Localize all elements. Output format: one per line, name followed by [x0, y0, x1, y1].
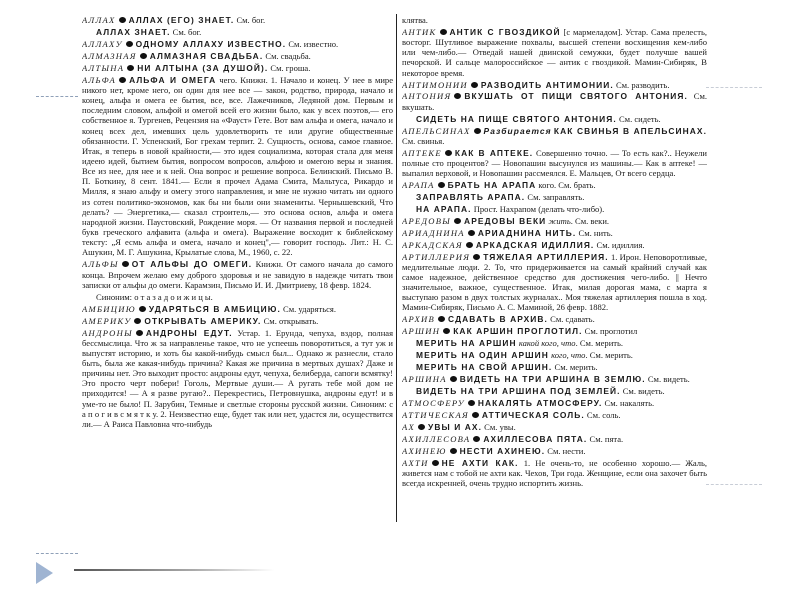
entry-grammar: жить: [548, 215, 571, 226]
dictionary-entry: [402, 374, 707, 384]
dictionary-entry: [402, 252, 707, 313]
entry-phrase: МЕРИТЬ НА ОДИН АРШИН: [416, 350, 549, 361]
entry-phrase: АЛЛАХ (ЕГО) ЗНАЕТ.: [128, 15, 235, 25]
entry-text: См. нить.: [576, 227, 613, 238]
entry-text: См. сидеть.: [616, 113, 661, 124]
entry-phrase: АНДРОНЫ ЕДУТ.: [145, 327, 233, 338]
bullet-dot-icon: [445, 150, 452, 156]
bullet-dot-icon: [119, 77, 126, 83]
dictionary-column-right: [402, 15, 707, 490]
entry-phrase: НЕ АХТИ КАК.: [441, 457, 519, 468]
entry-headword: АРИАДНИНА: [402, 227, 465, 238]
dictionary-entry: [402, 114, 707, 124]
dictionary-entry: [402, 240, 707, 250]
entry-headword: АЛЛАХ: [82, 15, 116, 25]
entry-phrase: СИДЕТЬ НА ПИЩЕ СВЯТОГО АНТОНИЯ.: [416, 113, 617, 124]
margin-dash-mark: [36, 553, 78, 555]
entry-text: См. соль.: [584, 410, 621, 420]
entry-grammar: какой кого, что: [518, 338, 576, 349]
entry-phrase: УДАРЯТЬСЯ В АМБИЦИЮ.: [148, 303, 281, 314]
dictionary-entry: [402, 15, 707, 25]
entry-phrase: СДАВАТЬ В АРХИВ.: [448, 314, 548, 325]
bullet-dot-icon: [140, 53, 147, 59]
entry-text: См. видеть.: [620, 386, 665, 397]
dictionary-entry: [82, 292, 393, 302]
dictionary-entry: [402, 410, 707, 420]
dictionary-entry: [402, 434, 707, 444]
bullet-dot-icon: [472, 412, 479, 418]
dictionary-entry: [402, 398, 707, 408]
entry-text: См. идиллия.: [594, 239, 645, 250]
dictionary-entry: [82, 75, 393, 258]
bullet-dot-icon: [438, 316, 445, 322]
entry-headword: АЛТЫНА: [82, 62, 125, 73]
bullet-dot-icon: [473, 436, 480, 442]
entry-text: Прост. Нахрапом (делать что-либо).: [471, 203, 605, 214]
entry-phrase: КАК АРШИН ПРОГЛОТИЛ.: [453, 326, 583, 337]
entry-headword: АРАПА: [402, 179, 435, 190]
entry-prefix: Разбирается: [483, 125, 552, 136]
bullet-dot-icon: [450, 448, 457, 454]
dictionary-entry: [402, 228, 707, 238]
entry-phrase: КАК СВИНЬЯ В АПЕЛЬСИНАХ.: [553, 125, 707, 136]
entry-text: . См. мерить.: [575, 338, 624, 349]
dictionary-entry: [82, 15, 393, 25]
dictionary-entry: [402, 422, 707, 432]
entry-headword: АПЕЛЬСИНАХ: [402, 125, 471, 136]
dictionary-entry: [402, 458, 707, 488]
entry-text: чего. Книжн. 1. Начало и конец. У нее в мире никого нет, кроме него, он один для нее все — закон, родство, природа, начало и конец, альфа и омега ее бытия, все, все. Лажечников, Ледяной дом. Первым и последним словом, альфой и омегой всей его жизни было, как у всех поэтов,— его собственное я. Тургенев, Рецензия на «Фауст» Гете. Вот вам альфа и омега, начало и конец всех дел, имевших цель удовлетворить те или другие общественные обязанности. Г. Успенский, Бог грехам терпит. 2. Сущность, основа, самое главное. Итак, я теперь в новой крайности,— это идея социализма, которая стала для меня идеею идей, бытием бытия, вопросом вопросов, альфою и омегою веры и знания. Все из нее, для нее и к ней. Она вопрос и решение вопроса. Белинский. Письмо В. П. Боткину, 8 сент. 1841.— Если я прочел Адама Смита, Мальтуса, Рикардо и Милля, я знаю альфу и омегу этого направления, и мне не нужно читать ни одного из сотен политико-экономов, как бы ни были они знамениты. Чернышевский, Что делать? — Энергетика,— сказал строитель,— это основа основ, альфа и омега народной жизни. Паустовский, Рождение моря. — От названия первой и последней букв греческого алфавита (альфа и омега). Выражение восходит к библейскому тексту: „Я есмь альфа и омега, начало и конец",— говорит господь. Лит.: Н. С. Ашукин, М. Г. Ашукина, Крылатые слова, М., 1960, с. 22.: [82, 74, 393, 258]
dictionary-entry: [402, 192, 707, 202]
entry-phrase: ОДНОМУ АЛЛАХУ ИЗВЕСТНО.: [135, 38, 287, 49]
bullet-dot-icon: [473, 254, 480, 260]
entry-headword: АНТОНИЯ: [402, 91, 452, 102]
entry-headword: АЛЬФЫ: [82, 259, 119, 270]
entry-text: См. известно.: [286, 38, 339, 49]
entry-text: См. проглотил: [582, 326, 638, 337]
entry-phrase: УВЫ И АХ.: [428, 421, 483, 432]
entry-headword: АПТЕКЕ: [402, 147, 442, 158]
bullet-dot-icon: [134, 318, 141, 324]
entry-text: 1. Не очень-то, не особенно хорошо.— Жаль, живется нам с тобой не ахти как. Чехов, Три года. Женщине, если она захочет быть всегда искренней, очень трудно испортить жизнь.: [402, 457, 707, 489]
bullet-dot-icon: [418, 424, 425, 430]
entry-phrase: АЛМАЗНАЯ СВАДЬБА.: [149, 50, 264, 61]
entry-headword: АНДРОНЫ: [82, 327, 133, 338]
entry-phrase: КАК В АПТЕКЕ.: [454, 147, 534, 158]
entry-phrase: АРКАДСКАЯ ИДИЛЛИЯ.: [475, 239, 595, 250]
dictionary-entry: [82, 27, 393, 37]
entry-phrase: ОТКРЫВАТЬ АМЕРИКУ.: [144, 315, 262, 326]
entry-phrase: АЛЬФА И ОМЕГА: [129, 74, 217, 85]
entry-text: См. бог.: [170, 26, 202, 37]
entry-headword: АМЕРИКУ: [82, 315, 132, 326]
entry-text: См. ударяться.: [280, 303, 336, 314]
entry-text: . См. мерить.: [585, 350, 633, 361]
dictionary-entry: [82, 39, 393, 49]
entry-headword: АХИНЕЮ: [402, 445, 447, 456]
entry-phrase: ВКУШАТЬ ОТ ПИЩИ СВЯТОГО АНТОНИЯ.: [464, 91, 688, 102]
entry-phrase: ВИДЕТЬ НА ТРИ АРШИНА В ЗЕМЛЮ.: [459, 374, 646, 385]
entry-phrase: ВИДЕТЬ НА ТРИ АРШИНА ПОД ЗЕМЛЕЙ.: [416, 386, 621, 397]
dictionary-entry: [402, 91, 707, 111]
bullet-dot-icon: [443, 328, 450, 334]
entry-text: клятва.: [402, 15, 428, 25]
entry-phrase: НА АРАПА.: [416, 203, 472, 214]
entry-text: См. заправлять.: [525, 191, 585, 202]
entry-text: [с мармеладом]. Устар. Сама прелесть, восторг. Шутливое выражение похвалы, высшей степени восхищения кем-либо или чем-либо.— Отведай нашей двинской семужки, будет получше вашей печорской. И сальце малороссийское — антик с гвоздикой. Мамин-Сибиряк, В некоторое время.: [402, 26, 707, 78]
dictionary-entry: [402, 338, 707, 348]
entry-text: Устар. 1. Ерунда, чепуха, вздор, полная бессмыслица. Что ж за направленье такое, что не успеешь поворотиться, а тут уж и выпустят историю, и хоть бы какой-нибудь смысл был... Однако ж разнесли, стало быть, была же какая-нибудь причина? Какая же причина в мертвых душах? Даже и причины нет. Это выходит просто: андроны едут, чепуха, белиберда, сапоги всмятку! Это просто черт побери! Гоголь, Мертвые души.— А ругать тебе мой дом не приходится! — А я разве ругаю?.. Перекрестись, Петровнушка, андроны едут! и в уме-то не было! П. Зарубин, Темные и светлые стороны русской жизни. Синоним: с а п о г и в с м я т к у. 2. Неизвестно еще, будет так или нет, удастся ли, осуществится ли.— А Раиса Павловна что-нибудь: [82, 327, 393, 429]
entry-phrase: НАКАЛЯТЬ АТМОСФЕРУ.: [477, 398, 603, 409]
entry-phrase: АЛЛАХ ЗНАЕТ.: [96, 26, 171, 37]
dictionary-entry: [402, 350, 707, 360]
entry-text: См. разводить.: [613, 79, 670, 90]
entry-text: . См. веки.: [570, 215, 610, 226]
bullet-dot-icon: [440, 29, 447, 35]
entry-headword: АЛЬФА: [82, 74, 117, 85]
dictionary-entry: [402, 314, 707, 324]
entry-text: См. гроша.: [268, 62, 311, 73]
entry-phrase: АРИАДНИНА НИТЬ.: [477, 227, 577, 238]
bullet-dot-icon: [122, 261, 129, 267]
entry-phrase: ЗАПРАВЛЯТЬ АРАПА.: [416, 191, 526, 202]
bullet-dot-icon: [119, 17, 126, 23]
dictionary-entry: [402, 216, 707, 226]
bullet-dot-icon: [136, 330, 143, 336]
entry-text: См. пята.: [587, 433, 624, 444]
dictionary-entry: [402, 204, 707, 214]
entry-headword: АТМОСФЕРУ: [402, 398, 465, 409]
entry-text: См. сдавать.: [547, 314, 595, 325]
entry-phrase: АРЕДОВЫ ВЕКИ: [464, 215, 547, 226]
entry-headword: АРШИНА: [402, 374, 447, 385]
entry-headword: АРТИЛЛЕРИЯ: [402, 251, 471, 262]
entry-text: См. мерить.: [552, 362, 598, 373]
entry-phrase: МЕРИТЬ НА АРШИН: [416, 338, 517, 349]
bullet-dot-icon: [454, 218, 461, 224]
bullet-dot-icon: [471, 82, 478, 88]
entry-headword: АТТИЧЕСКАЯ: [402, 410, 469, 420]
dictionary-entry: [402, 148, 707, 178]
entry-headword: АЛМАЗНАЯ: [82, 50, 137, 61]
margin-dash-mark: [706, 87, 762, 89]
entry-phrase: АХИЛЛЕСОВА ПЯТА.: [483, 433, 588, 444]
entry-phrase: ТЯЖЕЛАЯ АРТИЛЛЕРИЯ.: [483, 251, 609, 262]
margin-dash-mark: [706, 484, 762, 486]
entry-text: См. свадьба.: [263, 50, 311, 61]
bullet-dot-icon: [454, 93, 461, 99]
entry-text: См. видеть.: [645, 374, 690, 385]
entry-headword: АХТИ: [402, 457, 429, 468]
entry-phrase: АТТИЧЕСКАЯ СОЛЬ.: [481, 410, 585, 420]
entry-text: См. свинья.: [402, 135, 445, 146]
dictionary-column-left: [82, 15, 393, 431]
entry-headword: АМБИЦИЮ: [82, 303, 136, 314]
next-slide-triangle-icon[interactable]: [36, 562, 53, 584]
column-divider: [396, 14, 397, 522]
entry-headword: АРШИН: [402, 326, 441, 337]
dictionary-entry: [82, 63, 393, 73]
entry-text: См. увы.: [482, 421, 516, 432]
entry-headword: АРЕДОВЫ: [402, 215, 452, 226]
bullet-dot-icon: [468, 230, 475, 236]
dictionary-entry: [402, 386, 707, 396]
bullet-dot-icon: [474, 128, 481, 134]
entry-headword: АНТИМОНИИ: [402, 79, 468, 90]
margin-dash-mark: [36, 96, 78, 98]
entry-phrase: МЕРИТЬ НА СВОЙ АРШИН.: [416, 362, 553, 373]
bullet-dot-icon: [432, 460, 439, 466]
dictionary-entry: [82, 316, 393, 326]
entry-phrase: НИ АЛТЫНА (ЗА ДУШОЙ).: [137, 62, 269, 73]
entry-phrase: БРАТЬ НА АРАПА: [447, 179, 537, 190]
bullet-dot-icon: [466, 242, 473, 248]
dictionary-entry: [402, 80, 707, 90]
dictionary-entry: [82, 51, 393, 61]
dictionary-entry: [82, 259, 393, 289]
entry-headword: АРХИВ: [402, 314, 436, 325]
bullet-dot-icon: [126, 41, 133, 47]
entry-text: Совершенно точно. — То есть как?.. Неужели полные сто процентов? — Новопашин высунулся из машины.— Как в аптеке! — выпалил верховой, и Новопашин рассмеялся. Е. Мальцев, От всего сердца.: [402, 147, 707, 178]
entry-text: 1. Ирон. Неповоротливые, медлительные люди. 2. То, что придерживается на самый крайний случай как самое надежное, действенное средство для достижения чего-либо. || Нечто значительное, важное, существенное. Итак, милая дорогая мама, с марта я выступаю разом в двух толстых журналах.. Моя тяжелая артиллерия пошла в ход. Мамин-Сибиряк, Письмо А. С. Маминой, 26 февр. 1882.: [402, 251, 707, 313]
dictionary-entry: [402, 446, 707, 456]
entry-text: кого. См. брать.: [536, 179, 596, 190]
entry-text: Книжн. От самого начала до самого конца. Впрочем желаю ему доброго здоровья и не завидую в надежде читать твои записки от альфы до омеги. Карамзин, Письмо И. И. Дмитриеву, 18 февр. 1824.: [82, 259, 393, 290]
entry-phrase: АНТИК С ГВОЗДИКОЙ: [449, 26, 561, 37]
entry-text: Синоним: о т а з а д о и ж и ц ы.: [96, 291, 213, 302]
bullet-dot-icon: [127, 65, 134, 71]
entry-headword: АРКАДСКАЯ: [402, 239, 463, 250]
entry-text: См. открывать.: [261, 315, 319, 326]
footer-rule: [74, 569, 274, 571]
entry-headword: АЛЛАХУ: [82, 38, 123, 49]
bullet-dot-icon: [139, 306, 146, 312]
entry-phrase: НЕСТИ АХИНЕЮ.: [459, 445, 546, 456]
bullet-dot-icon: [450, 376, 457, 382]
dictionary-entry: [82, 304, 393, 314]
entry-headword: АХИЛЛЕСОВА: [402, 433, 471, 444]
entry-headword: АХ: [402, 421, 416, 432]
entry-headword: АНТИК: [402, 26, 437, 37]
dictionary-entry: [402, 326, 707, 336]
entry-text: См. накалять.: [602, 398, 655, 409]
dictionary-entry: [82, 328, 393, 430]
entry-text: См. бог.: [234, 15, 266, 25]
entry-grammar: кого, что: [551, 350, 586, 361]
dictionary-entry: [402, 180, 707, 190]
bullet-dot-icon: [438, 182, 445, 188]
dictionary-entry: [402, 27, 707, 78]
entry-text: См. вкушать.: [402, 91, 707, 112]
entry-text: См. нести.: [545, 445, 586, 456]
dictionary-entry: [402, 126, 707, 146]
dictionary-entry: [402, 362, 707, 372]
entry-phrase: ОТ АЛЬФЫ ДО ОМЕГИ.: [131, 259, 253, 270]
bullet-dot-icon: [468, 400, 475, 406]
entry-phrase: РАЗВОДИТЬ АНТИМОНИИ.: [480, 79, 614, 90]
